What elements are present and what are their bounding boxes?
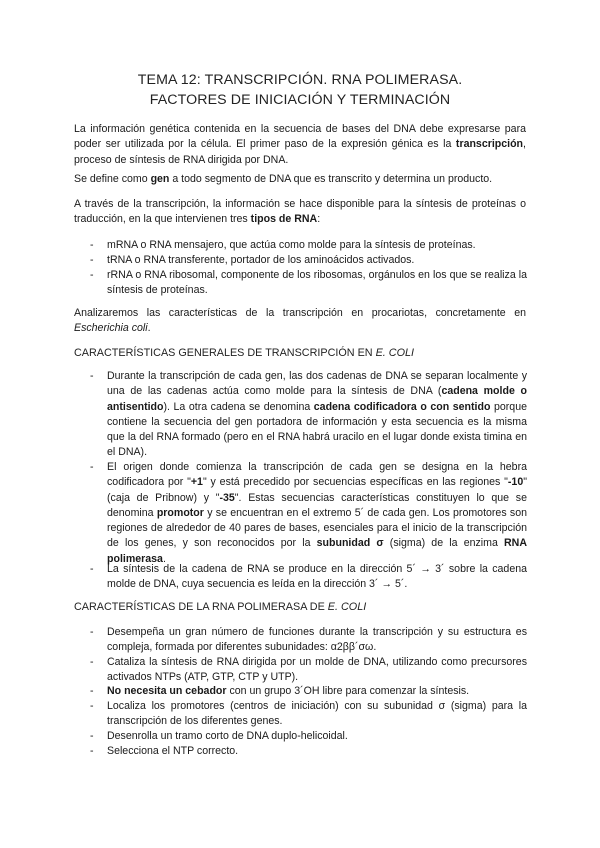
list-item-trna: tRNA o RNA transferente, portador de los aminoácidos activados. — [107, 254, 415, 266]
list-item-catalyzes: Cataliza la síntesis de RNA dirigida por un molde de DNA, utilizando como precursores activados NTPs (ATP, GTP, CTP y UTP). — [107, 656, 527, 684]
list-item-no-primer: No necesita un cebador con un grupo 3´OH libre para comenzar la síntesis. — [107, 685, 470, 697]
analysis-paragraph: Analizaremos las características de la transcripción en procariotas, concretamente en Escherichia coli. — [74, 307, 526, 335]
list-item-unwinds: Desenrolla un tramo corto de DNA duplo-helicoidal. — [107, 730, 348, 742]
list-item-direction: La síntesis de la cadena de RNA se produce en la dirección 5´ → 3´ sobre la cadena molde de DNA, cuya secuencia es leída en la dirección 3´ → 5´. — [107, 563, 527, 591]
bullet: - — [90, 370, 94, 382]
bullet: - — [90, 685, 94, 697]
bullet: - — [90, 461, 94, 473]
bullet: - — [90, 626, 94, 638]
bullet: - — [90, 239, 94, 251]
list-item-rrna: rRNA o RNA ribosomal, componente de los ribosomas, orgánulos en los que se realiza la síntesis de proteínas. — [107, 269, 527, 297]
bullet: - — [90, 563, 94, 575]
list-item-functions: Desempeña un gran número de funciones durante la transcripción y su estructura es compleja, formada por diferentes subunidades: α2ββ´σω. — [107, 626, 527, 654]
bullet: - — [90, 656, 94, 668]
intro-paragraph-2: Se define como gen a todo segmento de DNA que es transcrito y determina un producto. — [74, 173, 493, 185]
bullet: - — [90, 700, 94, 712]
title-line-2: FACTORES DE INICIACIÓN Y TERMINACIÓN — [149, 92, 451, 108]
section-heading-polymerase: CARACTERÍSTICAS DE LA RNA POLIMERASA DE E. COLI — [74, 601, 367, 613]
bullet: - — [90, 254, 94, 266]
bullet: - — [90, 730, 94, 742]
section-heading-general: CARACTERÍSTICAS GENERALES DE TRANSCRIPCIÓN EN E. COLI — [74, 347, 414, 359]
intro-paragraph-3: A través de la transcripción, la información se hace disponible para la síntesis de proteínas o traducción, en la que intervienen tres tipos de RNA: — [74, 198, 526, 226]
title-line-1: TEMA 12: TRANSCRIPCIÓN. RNA POLIMERASA. — [137, 72, 463, 88]
intro-paragraph-1: La información genética contenida en la secuencia de bases del DNA debe expresarse para poder ser utilizada por la célula. El primer paso de la expresión génica es la transcripción, proceso de síntesis de RNA dirigida por DNA. — [74, 123, 526, 166]
bullet: - — [90, 269, 94, 281]
list-item-locates-promoters: Localiza los promotores (centros de iniciación) con su subunidad σ (sigma) para la transcripción de los diferentes genes. — [107, 700, 527, 728]
list-item-selects-ntp: Selecciona el NTP correcto. — [107, 745, 239, 757]
list-item-mrna: mRNA o RNA mensajero, que actúa como molde para la síntesis de proteínas. — [107, 239, 476, 251]
list-item-promoter: El origen donde comienza la transcripción de cada gen se designa en la hebra codificadora por "+1" y está precedido por secuencias específicas en las regiones "-10" (caja de Pribnow) y "-35". Estas secuencias características constituyen lo que se denomina promotor y se encuentran en el extremo 5´ de cada gen. Los promotores son regiones de alrededor de 40 pares de bases, esenciales para el inicio de la transcripción de los genes, y son reconocidos por la subunidad σ (sigma) de la enzima RNA polimerasa. — [107, 461, 527, 565]
list-item-strand-separation: Durante la transcripción de cada gen, las dos cadenas de DNA se separan localmente y una de las cadenas actúa como molde para la síntesis de DNA (cadena molde o antisentido). La otra cadena se denomina cadena codificadora o con sentido porque contiene la secuencia del gen portadora de información y esta secuencia es la misma que la del RNA formado (pero en el RNA habrá uracilo en el lugar donde exista timina en el DNA). — [107, 370, 527, 459]
bullet: - — [90, 745, 94, 757]
